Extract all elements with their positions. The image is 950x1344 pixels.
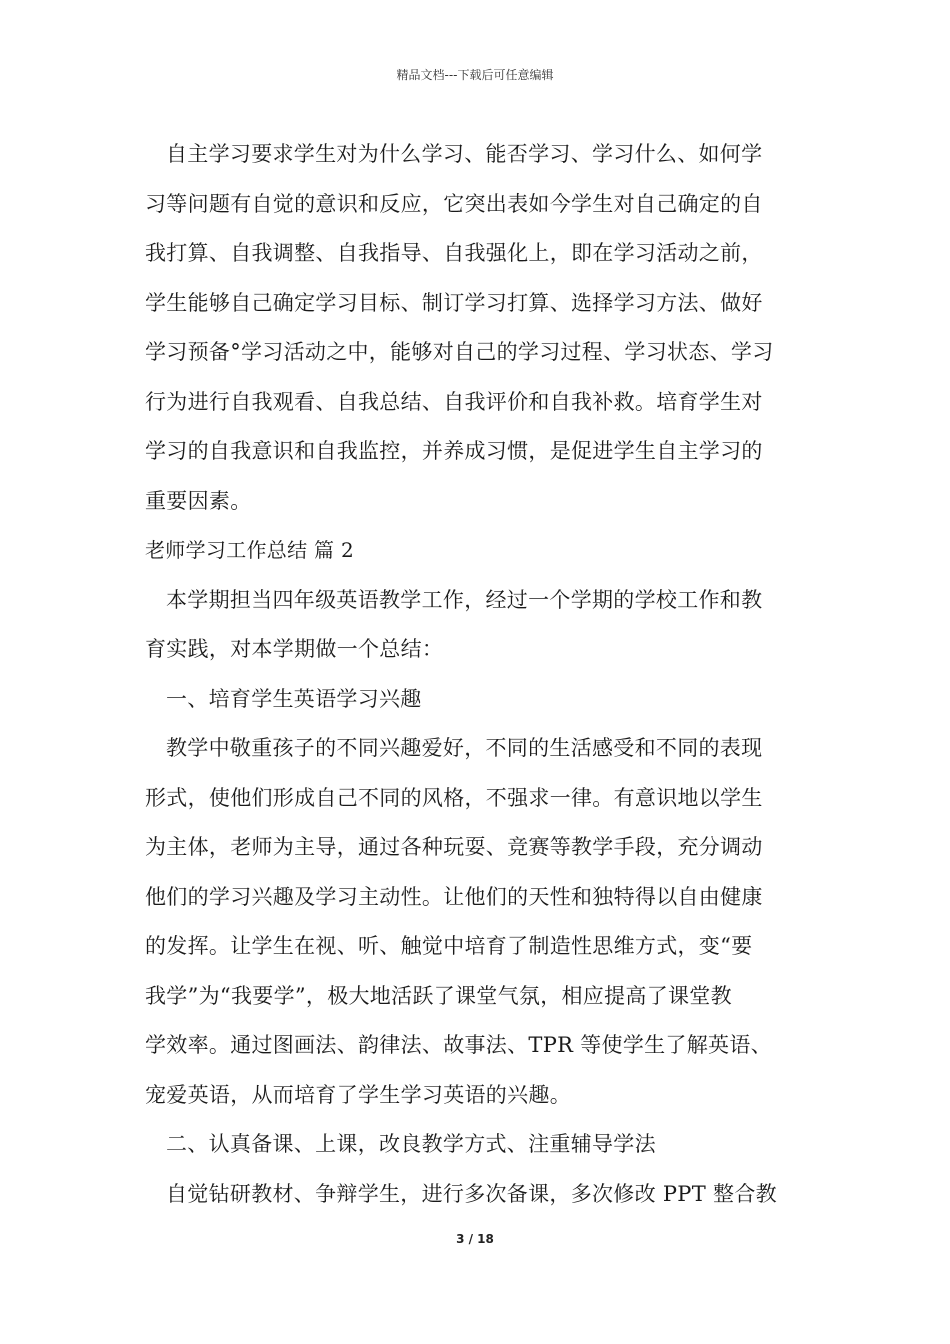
text-line: 自觉钻研教材、争辩学生，进行多次备课，多次修改 PPT 整合教: [166, 1181, 777, 1206]
text-line: 习等问题有自觉的意识和反应，它突出表如今学生对自己确定的自: [145, 191, 763, 216]
text-line: 自主学习要求学生对为什么学习、能否学习、学习什么、如何学: [166, 142, 763, 166]
text-line: 行为进行自我观看、自我总结、自我评价和自我补救。培育学生对: [145, 389, 763, 414]
text-line: 宠爱英语，从而培育了学生学习英语的兴趣。: [145, 1082, 571, 1107]
page-header: 精品文档---下载后可任意编辑: [396, 68, 554, 82]
section-heading: 老师学习工作总结 篇 2: [145, 538, 355, 562]
text-line: 学效率。通过图画法、韵律法、故事法、TPR 等使学生了解英语、: [145, 1033, 772, 1057]
document-body: [145, 130, 807, 1219]
text-line: 学习的自我意识和自我监控，并养成习惯，是促进学生自主学习的: [145, 439, 763, 463]
text-line: 我打算、自我调整、自我指导、自我强化上，即在学习活动之前，: [145, 241, 763, 265]
text-line: 一、培育学生英语学习兴趣: [166, 686, 422, 711]
text-line: 为主体，老师为主导，通过各种玩耍、竞赛等教学手段，充分调动: [145, 835, 763, 859]
page-number: 3 / 18: [456, 1232, 494, 1246]
text-line: 本学期担当四年级英语教学工作，经过一个学期的学校工作和教: [166, 587, 763, 612]
text-line: 学习预备°学习活动之中，能够对自己的学习过程、学习状态、学习: [145, 340, 774, 364]
text-line: 我学”为“我要学”，极大地活跃了课堂气氛，相应提高了课堂教: [145, 983, 732, 1008]
text-line: 形式，使他们形成自己不同的风格，不强求一律。有意识地以学生: [145, 785, 763, 810]
text-line: 二、认真备课、上课，改良教学方式、注重辅导学法: [166, 1132, 656, 1156]
text-line: 育实践，对本学期做一个总结：: [145, 637, 444, 661]
text-line: 重要因素。: [145, 488, 252, 513]
text-line: 他们的学习兴趣及学习主动性。让他们的天性和独特得以自由健康: [145, 884, 763, 909]
text-line: 学生能够自己确定学习目标、制订学习打算、选择学习方法、做好: [145, 290, 763, 315]
text-line: 的发挥。让学生在视、听、触觉中培育了制造性思维方式，变“要: [145, 934, 753, 958]
text-line: 教学中敬重孩子的不同兴趣爱好，不同的生活感受和不同的表现: [166, 736, 763, 760]
